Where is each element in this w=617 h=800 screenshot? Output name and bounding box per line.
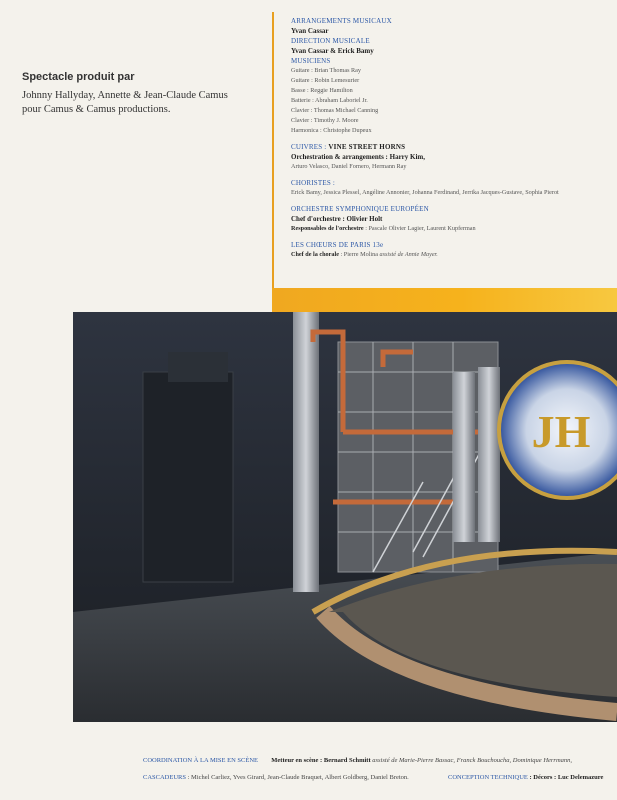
director-assistants: assisté de Marie-Pierre Bassac, Franck Bouchoucha, Dominique Herrmann, (370, 757, 573, 764)
stunt-label: CASCADEURS (143, 774, 186, 781)
decor-label: : Décors : (527, 774, 558, 781)
credits-paris-choir (291, 240, 617, 260)
decor-name: Luc Delemazure (557, 774, 604, 781)
musician-line: Clavier : Thomas Michael Canning (291, 107, 379, 114)
musician-line: Basse : Reggie Hamilton (291, 87, 353, 94)
producer-line: Johnny Hallyday, Annette & Jean-Claude Camus (22, 90, 228, 101)
credits-orchestra (291, 204, 617, 234)
footer-credits (0, 750, 617, 800)
footer-row-concept (448, 774, 603, 781)
choir-members: Erick Bamy, Jessica Plessel, Angéline Annonier, Johanna Ferdinand, Jerrika Jacques-Gustave, Sophia Pierot (291, 189, 559, 196)
orchestra-managers-line (291, 224, 617, 234)
section-title: MUSICIENS (291, 57, 331, 65)
footer-row-stunts (143, 774, 409, 781)
orchestra-title: ORCHESTRE SYMPHONIQUE EUROPÉEN (291, 205, 429, 213)
footer-row-coordination (143, 757, 572, 764)
stage-illustration (73, 312, 617, 722)
musician-line: Batterie : Abraham Laboriel Jr. (291, 97, 368, 104)
musician-line: Guitare : Brian Thomas Ray (291, 67, 361, 74)
orchestra-conductor: Chef d'orchestre : Olivier Holt (291, 215, 383, 223)
director-label: Chef de la chorale (291, 251, 339, 258)
brass-members: Arturo Velasco, Daniel Fornero, Hermann Ray (291, 163, 407, 170)
credits-choir (291, 178, 617, 198)
logo-initials: JH (531, 406, 591, 457)
paris-choir-director-line (291, 250, 617, 260)
musician-line: Harmonica : Christophe Dupeux (291, 127, 372, 134)
producer-block (22, 70, 262, 117)
producer-heading: Spectacle produit par (22, 71, 135, 83)
credit-name: Yvan Cassar (291, 27, 329, 35)
credit-name: Yvan Cassar & Erick Bamy (291, 47, 374, 55)
concept-label: CONCEPTION TECHNIQUE (448, 774, 528, 781)
paris-choir-title: LES CHŒURS DE PARIS 13e (291, 241, 384, 249)
choir-title: CHORISTES : (291, 179, 336, 187)
director-name: : Pierre Molina (338, 251, 380, 258)
credits-panel (272, 12, 617, 300)
director-name: Bernard Schmitt (323, 757, 371, 764)
section-title: ARRANGEMENTS MUSICAUX (291, 17, 392, 25)
brass-orchestration: Orchestration & arrangements : Harry Kim, (291, 153, 426, 161)
brass-title: CUIVRES : (291, 143, 329, 151)
section-title: DIRECTION MUSICALE (291, 37, 370, 45)
stunt-names: : Michel Carliez, Yves Girard, Jean-Claude Braquet, Albert Goldberg, Daniel Breton. (185, 774, 409, 781)
brass-band: VINE STREET HORNS (328, 143, 406, 151)
director-label: Metteur en scène : (271, 757, 324, 764)
coordination-label: COORDINATION À LA MISE EN SCÈNE (143, 757, 259, 764)
producer-line: pour Camus & Camus productions. (22, 104, 171, 115)
musician-line: Guitare : Robin Lemesurier (291, 77, 360, 84)
musician-line: Clavier : Timothy J. Moore (291, 117, 359, 124)
stage-photo (73, 312, 617, 722)
credits-brass (291, 142, 617, 172)
director-assistant: assisté de Annie Mayer. (379, 251, 438, 258)
credits-arrangements (291, 16, 617, 136)
managers-names: : Pascale Olivier Lagier, Laurent Kupferman (363, 225, 476, 232)
orange-accent-bar (272, 288, 617, 312)
section-title (291, 142, 617, 152)
managers-label: Responsables de l'orchestre (291, 225, 364, 232)
